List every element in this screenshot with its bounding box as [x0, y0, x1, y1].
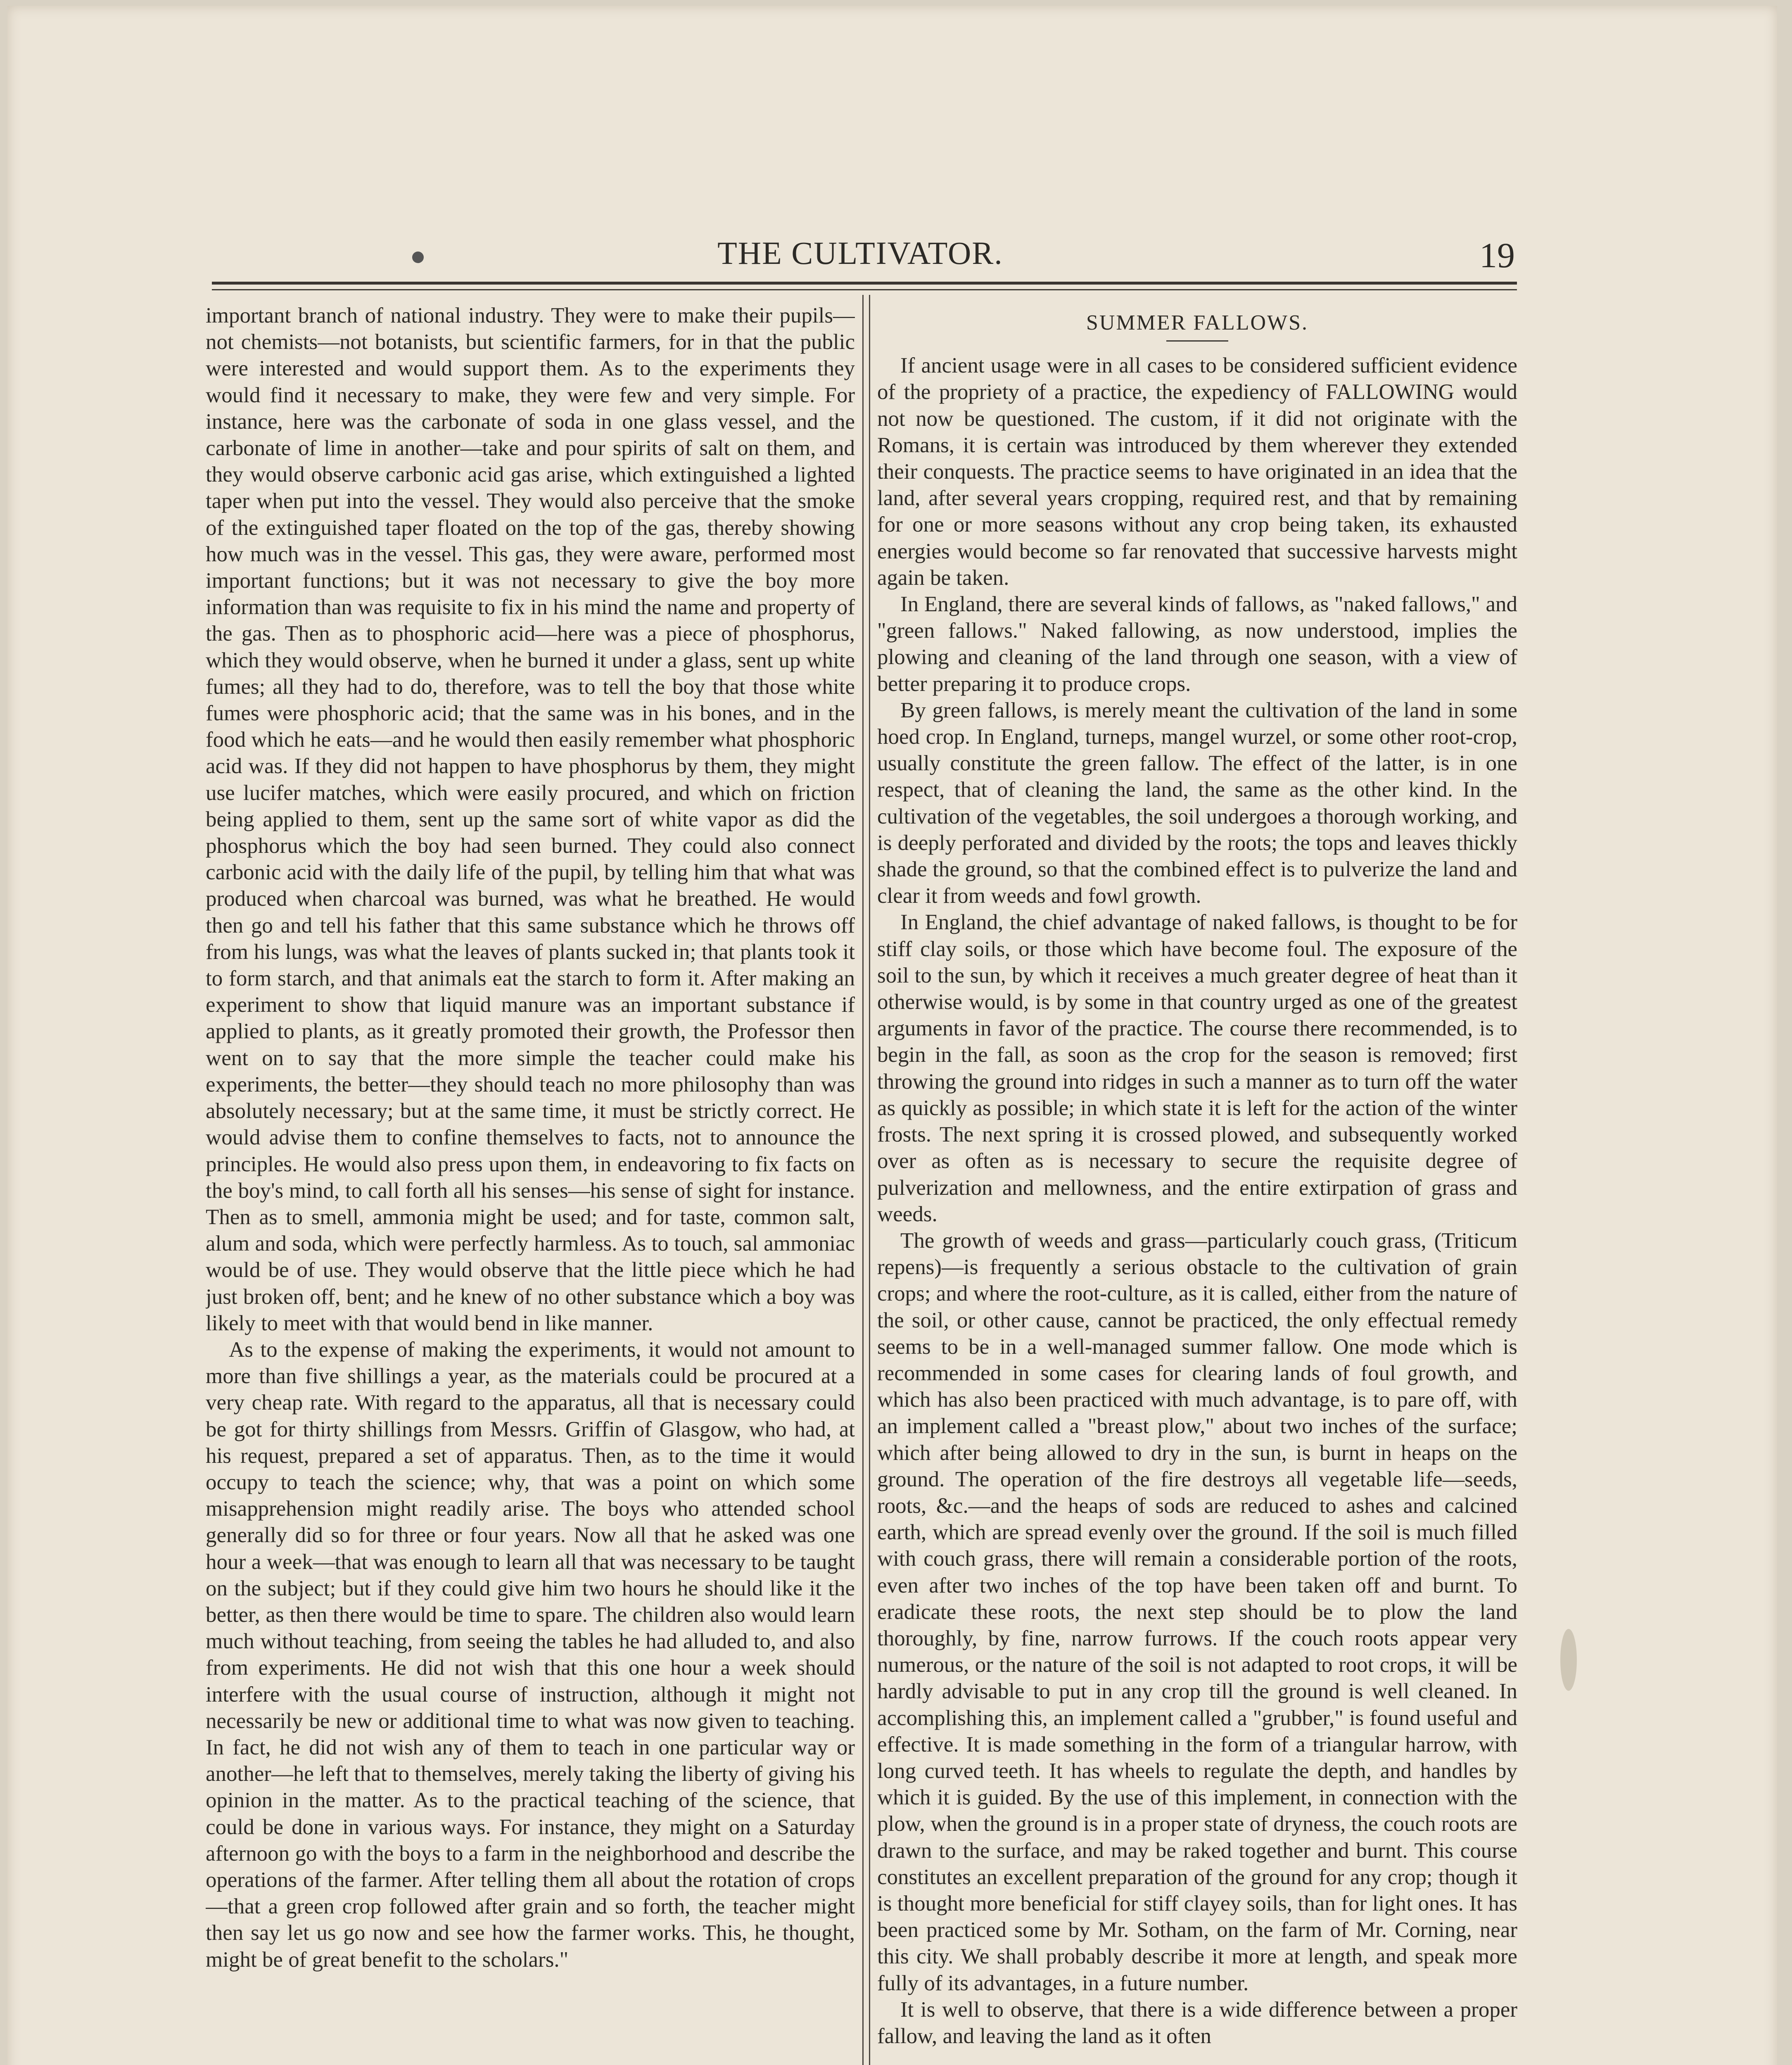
right-paragraph-2: In England, there are several kinds of fallows, as "naked fallows," and "green fallows." Naked fallowing, as now understood, implies the plowing and cleaning of the land through one season, with a view of better preparing it to produce crops. [877, 592, 1517, 696]
article-title: SUMMER FALLOWS. [1086, 311, 1309, 335]
title-rule [1166, 340, 1228, 342]
right-paragraph-1: If ancient usage were in all cases to be considered sufficient evidence of the propriety of a practice, the expediency of FALLOWING would not now be questioned. The custom, if it did not originate with the Romans, it is certain was introduced by them wherever they extended their conquests. The practice seems to have originated in an idea that the land, after several years cropping, required rest, and that by remaining for one or more seasons without any crop being taken, its exhausted energies would become so far renovated that successive harvests might again be taken. [877, 354, 1517, 590]
right-paragraph-6: It is well to observe, that there is a wide difference between a proper fallow, and leaving the land as it often [877, 1997, 1517, 2048]
column-divider-left [862, 295, 864, 2065]
header-rule-thin [212, 289, 1517, 290]
running-title: THE CULTIVATOR. [717, 235, 1003, 271]
right-column [877, 302, 1517, 2065]
header-rule-thick [212, 282, 1517, 285]
page-number: 19 [1479, 235, 1515, 275]
right-paragraph-5: The growth of weeds and grass—particularly couch grass, (Triticum repens)—is frequently a serious obstacle to the cultivation of grain crops; and where the root-culture, as it is called, either from the nature of the soil, or other cause, cannot be practiced, the only effectual remedy seems to be in a well-managed summer fallow. One mode which is recommended in some cases for clearing lands of foul growth, and which has also been practiced with much advantage, is to pare off, with an implement called a "breast plow," about two inches of the surface; which after being allowed to dry in the sun, is burnt in heaps on the ground. The operation of the fire destroys all vegetable life—seeds, roots, &c.—and the heaps of sods are reduced to ashes and calcined earth, which are spread evenly over the ground. If the soil is much filled with couch grass, there will remain a considerable portion of the roots, even after two inches of the top have been taken off and burnt. To eradicate these roots, the next step should be to plow the land thoroughly, by fine, narrow furrows. If the couch roots appear very numerous, or the nature of the soil is not adapted to root crops, it will be hardly advisable to put in any crop till the ground is well cleaned. In accomplishing this, an implement called a "grubber," is found useful and effective. It is made something in the form of a triangular harrow, with long curved teeth. It has wheels to regulate the depth, and handles by which it is guided. By the use of this implement, in connection with the plow, when the ground is in a proper state of dryness, the couch roots are drawn to the surface, and may be raked together and burnt. This course constitutes an excellent preparation of the ground for any crop; though it is thought more beneficial for stiff clayey soils, than for light ones. It has been practiced some by Mr. Sotham, on the farm of Mr. Corning, near this city. We shall probably describe it more at length, and speak more fully of its advantages, in a future number. [877, 1228, 1517, 1995]
page-header [206, 229, 1515, 274]
paper-stain [1560, 1629, 1577, 1691]
right-paragraph-3: By green fallows, is merely meant the cultivation of the land in some hoed crop. In England, turneps, mangel wurzel, or some other root-crop, usually constitute the green fallow. The effect of the latter, is in one respect, that of cleaning the land, the same as the other kind. In the cultivation of the vegetables, the soil undergoes a thorough working, and is deeply perforated and divided by the roots; the tops and leaves thickly shade the ground, so that the combined effect is to pulverize the land and clear it from weeds and fowl growth. [877, 698, 1517, 908]
newspaper-page [7, 6, 1777, 2065]
left-column [206, 302, 855, 2065]
left-paragraph-2: As to the expense of making the experiments, it would not amount to more than five shillings a year, as the materials could be procured at a very cheap rate. With regard to the apparatus, all that is necessary could be got for thirty shillings from Messrs. Griffin of Glasgow, who had, at his request, prepared a set of apparatus. Then, as to the time it would occupy to teach the science; why, that was a point on which some misapprehension might readily arise. The boys who attended school generally did so for three or four years. Now all that he asked was one hour a week—that was enough to learn all that was necessary to be taught on the subject; but if they could give him two hours he should like it the better, as then there would be time to spare. The children also would learn much without teaching, from seeing the tables he had alluded to, and also from experiments. He did not wish that this one hour a week should interfere with the usual course of instruction, although it might not necessarily be new or additional time to what was now given to teaching. In fact, he did not wish any of them to teach in one particular way or another—he left that to themselves, merely taking the liberty of giving his opinion in the matter. As to the practical teaching of the science, that could be done in various ways. For instance, they might on a Saturday afternoon go with the boys to a farm in the neighborhood and describe the operations of the farmer. After telling them all about the rotation of crops—that a green crop followed after grain and so forth, the teacher might then say let us go now and see how the farmer works. This, he thought, might be of great benefit to the scholars." [206, 1337, 855, 1972]
right-paragraph-4: In England, the chief advantage of naked fallows, is thought to be for stiff clay soils, or those which have become foul. The exposure of the soil to the sun, by which it receives a much greater degree of heat than it otherwise would, is by some in that country urged as one of the greatest arguments in favor of the practice. The course there recommended, is to begin in the fall, as soon as the crop for the season is removed; first throwing the ground into ridges in such a manner as to turn off the water as quickly as possible; in which state it is left for the action of the winter frosts. The next spring it is crossed plowed, and subsequently worked over as often as is necessary to secure the requisite degree of pulverization and mellowness, and the entire extirpation of grass and weeds. [877, 910, 1517, 1226]
column-divider-right [869, 295, 870, 2065]
left-paragraph-1: important branch of national industry. They were to make their pupils—not chemists—not botanists, but scientific farmers, for in that the public were interested and would support them. As to the experiments they would find it necessary to make, they were few and very simple. For instance, here was the carbonate of soda in one glass vessel, and the carbonate of lime in another—take and pour spirits of salt on them, and they would observe carbonic acid gas arise, which extinguished a lighted taper when put into the vessel. They would also perceive that the smoke of the extinguished taper floated on the top of the gas, thereby showing how much was in the vessel. This gas, they were aware, performed most important functions; but it was not necessary to give the boy more information than was requisite to fix in his mind the name and property of the gas. Then as to phosphoric acid—here was a piece of phosphorus, which they would observe, when he burned it under a glass, sent up white fumes; all they had to do, therefore, was to tell the boy that those white fumes were phosphoric acid; that the same was in his bones, and in the food which he eats—and he would then easily remember what phosphoric acid was. If they did not happen to have phosphorus by them, they might use lucifer matches, which were easily procured, and which on friction being applied to them, sent up the same sort of white vapor as did the phosphorus which the boy had seen burned. They could also connect carbonic acid with the daily life of the pupil, by telling him that what was produced when charcoal was burned, was what he breathed. He would then go and tell his father that this same substance which he throws off from his lungs, was what the leaves of plants sucked in; that plants took it to form starch, and that animals eat the starch to form it. After making an experiment to show that liquid manure was an important substance if applied to plants, as it greatly promoted their growth, the Professor then went on to say that the more simple the teacher could make his experiments, the better—they should teach no more philosophy than was absolutely necessary; but at the same time, it must be strictly correct. He would advise them to confine themselves to facts, not to announce the principles. He would also press upon them, in endeavoring to fix facts on the boy's mind, to call forth all his senses—his sense of sight for instance. Then as to smell, ammonia might be used; and for taste, common salt, alum and soda, which were perfectly harmless. As to touch, sal ammoniac would be of use. They would observe that the little piece which he had just broken off, bent; and he knew of no other substance which a boy was likely to meet with that would bend in like manner. [206, 304, 855, 1335]
